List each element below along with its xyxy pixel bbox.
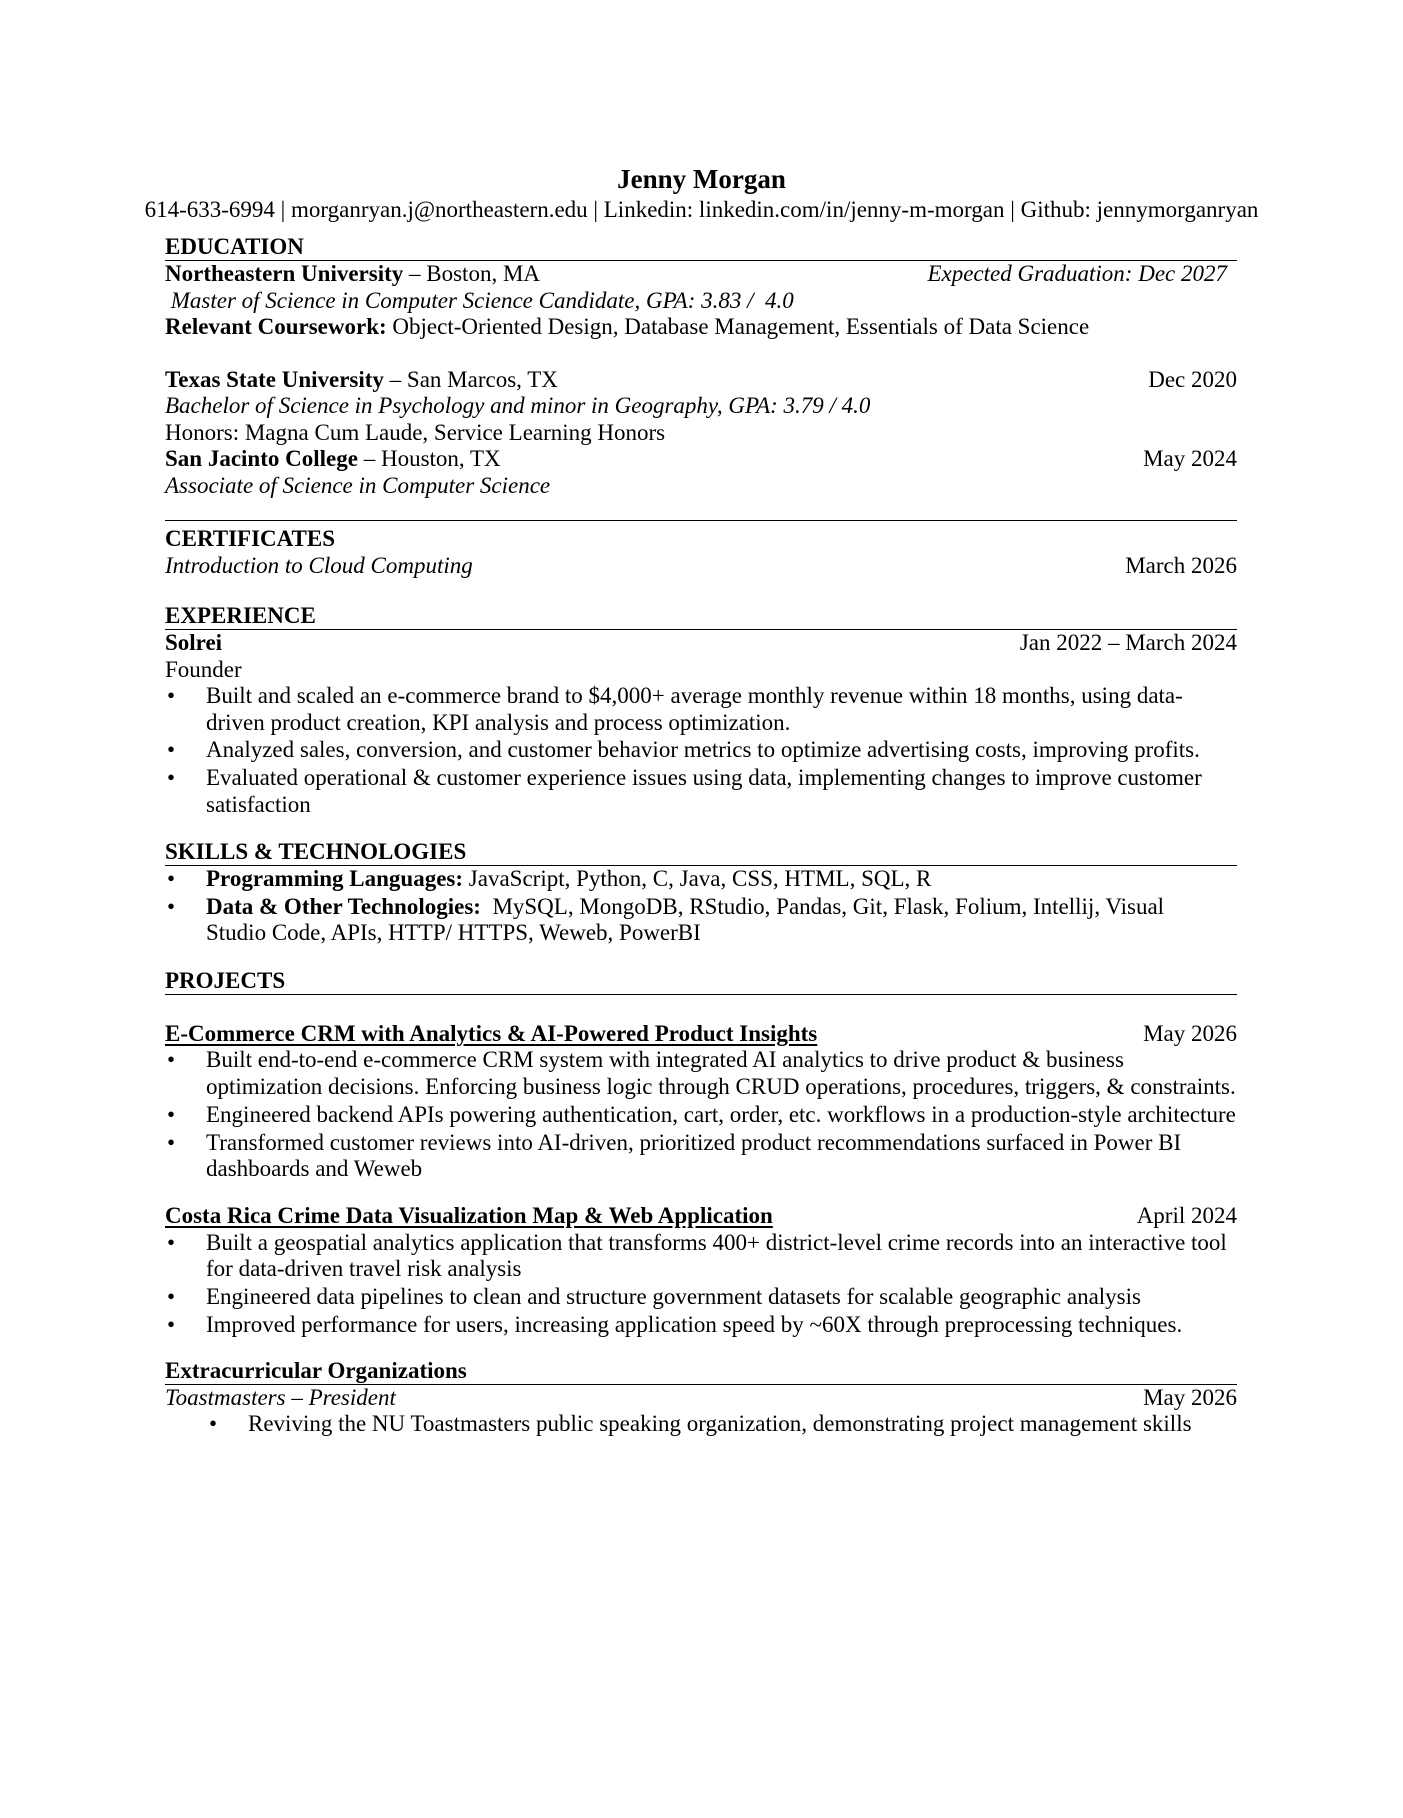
northeastern-coursework: Relevant Coursework: Object-Oriented Design, Database Management, Essentials of Data Science bbox=[165, 314, 1090, 339]
project-row bbox=[165, 1203, 1237, 1230]
project-title: E-Commerce CRM with Analytics & AI-Powered Product Insights bbox=[165, 1020, 818, 1046]
list-item: • Analyzed sales, conversion, and customer behavior metrics to optimize advertising costs, improving profits. bbox=[166, 737, 1200, 763]
list-item: • Reviving the NU Toastmasters public speaking organization, demonstrating project management skills bbox=[208, 1411, 1192, 1437]
contact-line: 614-633-6994 | morganryan.j@northeastern.edu | Linkedin: linkedin.com/in/jenny-m-morgan | Github: jennymorganryan bbox=[144, 197, 1259, 222]
experience-bullets bbox=[165, 683, 1207, 818]
bullet-icon: • bbox=[166, 1129, 176, 1155]
bullet-icon: • bbox=[166, 683, 176, 708]
bullet-icon: • bbox=[166, 893, 176, 919]
extracurricular-row bbox=[165, 1385, 1237, 1412]
list-item: • Evaluated operational & customer experience issues using data, implementing changes to improve customer satisfaction bbox=[166, 765, 1202, 817]
bullet-icon: • bbox=[208, 1411, 218, 1437]
project-date: May 2026 bbox=[1143, 1020, 1237, 1046]
texas-state-date: Dec 2020 bbox=[1148, 366, 1237, 392]
san-jacinto-date: May 2024 bbox=[1143, 446, 1237, 471]
certificate-date: March 2026 bbox=[1125, 552, 1237, 578]
list-item: • Transformed customer reviews into AI-driven, prioritized product recommendations surfaced in Power BI dashboards and Weweb bbox=[166, 1129, 1182, 1182]
bullet-icon: • bbox=[166, 737, 176, 763]
company-name: Solrei bbox=[165, 630, 223, 655]
list-item: • Improved performance for users, increasing application speed by ~60X through preprocessing techniques. bbox=[166, 1311, 1183, 1337]
org-title: Toastmasters – President bbox=[165, 1384, 396, 1410]
project-row bbox=[165, 1021, 1237, 1048]
school-san-jacinto: San Jacinto College – Houston, TX bbox=[165, 446, 501, 471]
bullet-icon: • bbox=[166, 1229, 176, 1255]
project-date: April 2024 bbox=[1136, 1203, 1237, 1229]
resume-name: Jenny Morgan bbox=[617, 164, 786, 194]
school-texas-state: Texas State University – San Marcos, TX bbox=[165, 366, 558, 392]
project-bullets bbox=[165, 1230, 1231, 1339]
education-texas-state-row bbox=[165, 367, 1237, 394]
certificates-heading: CERTIFICATES bbox=[165, 526, 336, 551]
bullet-icon: • bbox=[166, 1101, 176, 1127]
list-item: • Built a geospatial analytics application that transforms 400+ district-level crime records into an interactive tool for data-driven travel risk analysis bbox=[166, 1229, 1227, 1282]
experience-heading: EXPERIENCE bbox=[165, 603, 1237, 630]
experience-role: Founder bbox=[165, 656, 242, 682]
certificate-name: Introduction to Cloud Computing bbox=[165, 552, 473, 578]
list-item: • Data & Other Technologies: MySQL, MongoDB, RStudio, Pandas, Git, Flask, Folium, Intellij, Visual Studio Code, APIs, HTTP/ HTTPS, Weweb, PowerBI bbox=[166, 893, 1170, 946]
education-san-jacinto-row bbox=[165, 446, 1237, 473]
extracurricular-bullets bbox=[165, 1411, 1237, 1438]
school-northeastern: Northeastern University – Boston, MA bbox=[165, 261, 541, 286]
list-item: • Built end-to-end e-commerce CRM system with integrated AI analytics to drive product & business optimization decisions. Enforcing business logic through CRUD operations, procedures, triggers, & constraints. bbox=[166, 1047, 1236, 1099]
northeastern-date: Expected Graduation: Dec 2027 bbox=[927, 261, 1227, 286]
bullet-icon: • bbox=[166, 1047, 176, 1073]
experience-date: Jan 2022 – March 2024 bbox=[1019, 630, 1237, 655]
bullet-icon: • bbox=[166, 1311, 176, 1337]
education-heading: EDUCATION bbox=[165, 234, 1237, 261]
project-title: Costa Rica Crime Data Visualization Map & Web Application bbox=[165, 1203, 773, 1229]
texas-state-degree: Bachelor of Science in Psychology and minor in Geography, GPA: 3.79 / 4.0 bbox=[165, 393, 871, 418]
list-item: • Programming Languages: JavaScript, Python, C, Java, CSS, HTML, SQL, R bbox=[166, 865, 932, 891]
list-item: • Engineered backend APIs powering authentication, cart, order, etc. workflows in a production-style architecture bbox=[166, 1101, 1236, 1127]
experience-solrei-row bbox=[165, 630, 1237, 657]
bullet-icon: • bbox=[166, 1284, 176, 1310]
bullet-icon: • bbox=[166, 865, 176, 891]
skills-list bbox=[165, 866, 1229, 947]
skills-heading: SKILLS & TECHNOLOGIES bbox=[165, 839, 1237, 866]
bullet-icon: • bbox=[166, 765, 176, 791]
san-jacinto-degree: Associate of Science in Computer Science bbox=[165, 472, 551, 498]
northeastern-degree: Master of Science in Computer Science Candidate, GPA: 3.83 / 4.0 bbox=[165, 287, 794, 313]
org-date: May 2026 bbox=[1143, 1384, 1237, 1410]
extracurricular-heading: Extracurricular Organizations bbox=[165, 1358, 1237, 1385]
list-item: • Built and scaled an e-commerce brand to $4,000+ average monthly revenue within 18 months, using data-driven product creation, KPI analysis and process optimization. bbox=[166, 683, 1183, 735]
education-northeastern-row bbox=[165, 261, 1237, 288]
resume-body bbox=[165, 234, 1237, 1439]
projects-heading: PROJECTS bbox=[165, 968, 1237, 995]
list-item: • Engineered data pipelines to clean and structure government datasets for scalable geographic analysis bbox=[166, 1284, 1141, 1310]
project-bullets bbox=[165, 1047, 1245, 1182]
texas-state-honors: Honors: Magna Cum Laude, Service Learning Honors bbox=[165, 419, 666, 445]
certificate-row bbox=[165, 553, 1237, 580]
